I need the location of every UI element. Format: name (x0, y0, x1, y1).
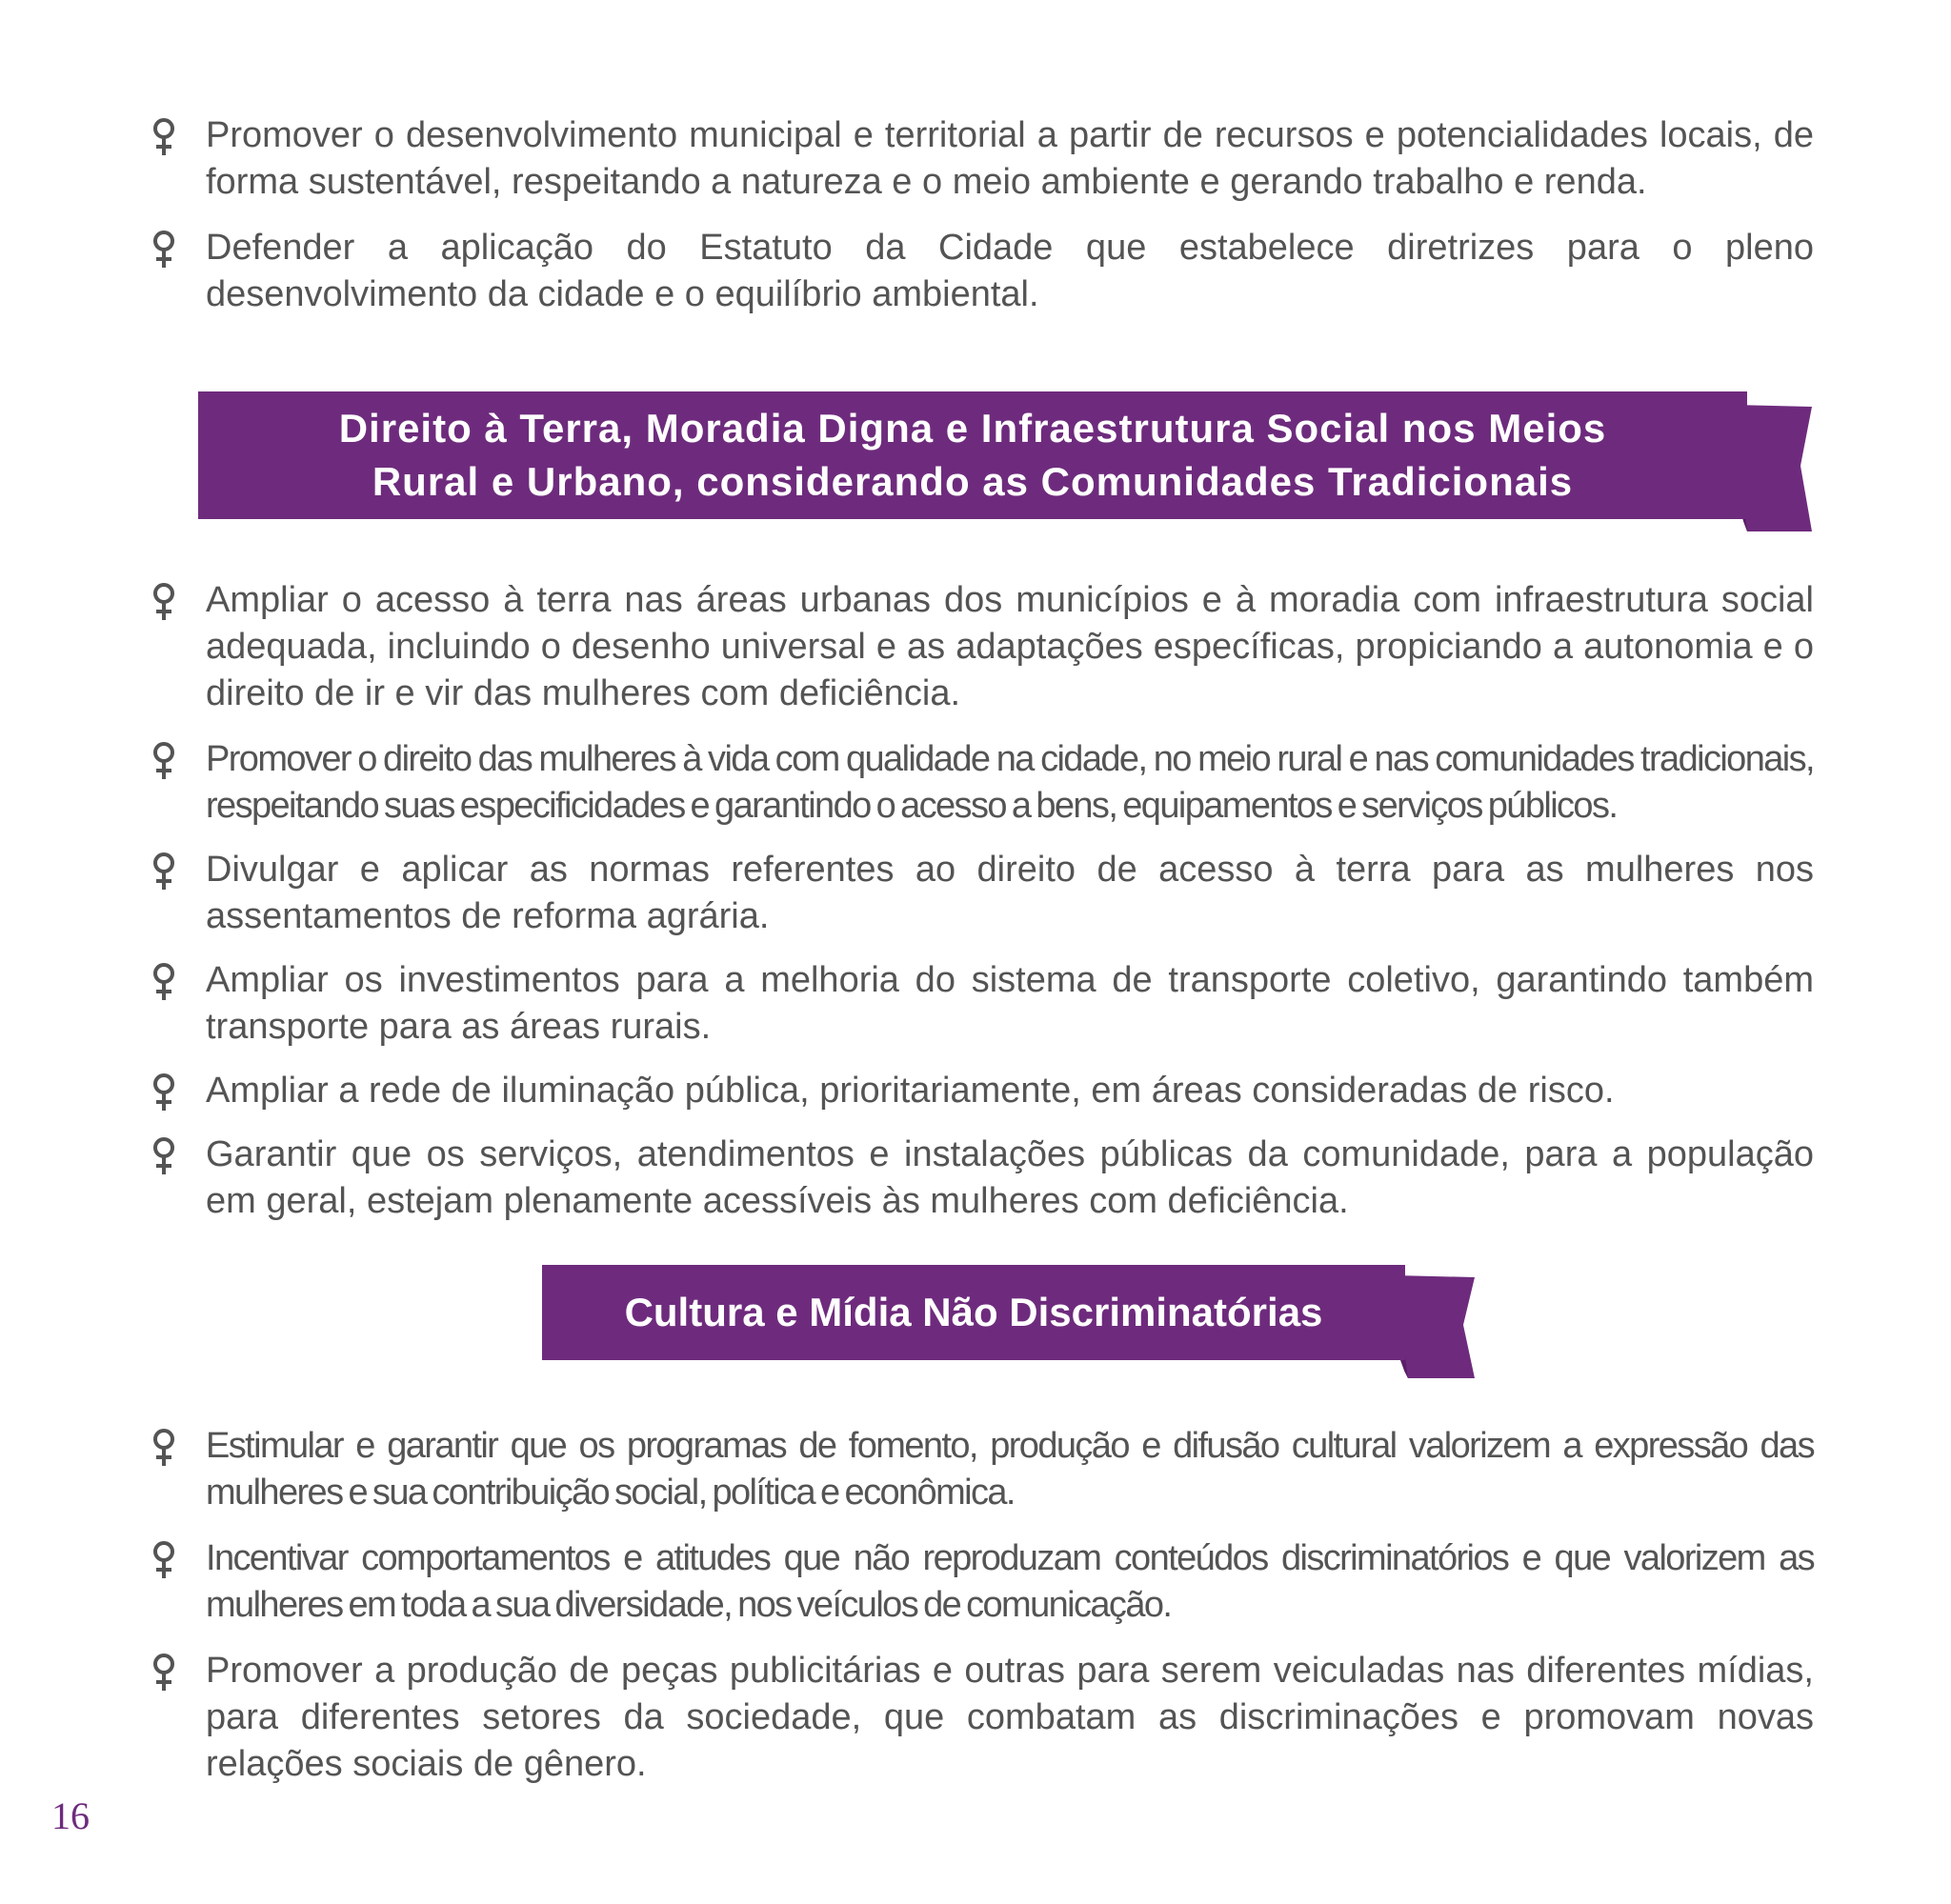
list-item (145, 112, 1814, 206)
list-item (145, 847, 1814, 940)
female-sign-icon (145, 1427, 183, 1467)
section-heading: Cultura e Mídia Não Discriminatórias (624, 1290, 1323, 1334)
list-item-text: Ampliar a rede de iluminação pública, prioritariamente, em áreas consideradas de risco. (206, 1071, 1615, 1111)
section-heading-banner (542, 1265, 1405, 1360)
housing-list (145, 577, 1814, 1225)
list-item-text: Promover o direito das mulheres à vida com qualidade na cidade, no meio rural e nas comunidades tradicionais, respeitando suas especificidades e garantindo o acesso a bens, equipamentos e serviços públicos. (206, 739, 1814, 826)
ribbon-tail (1395, 1275, 1475, 1380)
list-item (145, 957, 1814, 1051)
section-heading-line: Rural e Urbano, considerando as Comunidades Tradicionais (372, 459, 1574, 504)
female-sign-icon (145, 851, 183, 891)
list-item-text: Garantir que os serviços, atendimentos e instalações públicas da comunidade, para a população em geral, estejam plenamente acessíveis às mulheres com deficiência. (206, 1134, 1814, 1221)
female-sign-icon (145, 229, 183, 269)
female-sign-icon (145, 1539, 183, 1579)
list-item-text: Ampliar o acesso à terra nas áreas urbanas dos municípios e à moradia com infraestrutura social adequada, incluindo o desenho universal e as adaptações específicas, propiciando a autonomia e o direito de ir e vir das mulheres com deficiência. (206, 580, 1814, 713)
section-heading-banner (198, 391, 1747, 519)
list-item-text: Defender a aplicação do Estatuto da Cidade que estabelece diretrizes para o pleno desenvolvimento da cidade e o equilíbrio ambiental. (206, 228, 1814, 314)
female-sign-icon (145, 740, 183, 780)
female-sign-icon (145, 961, 183, 1001)
section-heading-line: Direito à Terra, Moradia Digna e Infraestrutura Social nos Meios (338, 406, 1607, 451)
list-item (145, 1132, 1814, 1225)
list-item (145, 736, 1814, 830)
list-item-text: Ampliar os investimentos para a melhoria do sistema de transporte coletivo, garantindo também transporte para as áreas rurais. (206, 960, 1814, 1047)
list-item-text: Promover o desenvolvimento municipal e territorial a partir de recursos e potencialidades locais, de forma sustentável, respeitando a natureza e o meio ambiente e gerando trabalho e renda. (206, 115, 1814, 202)
list-item-text: Estimular e garantir que os programas de fomento, produção e difusão cultural valorizem a expressão das mulheres e sua contribuição social, política e econômica. (206, 1426, 1814, 1513)
list-item-text: Divulgar e aplicar as normas referentes ao direito de acesso à terra para as mulheres nos assentamentos de reforma agrária. (206, 850, 1814, 936)
female-sign-icon (145, 1072, 183, 1112)
culture-list (145, 1423, 1814, 1788)
list-item (145, 225, 1814, 318)
female-sign-icon (145, 1135, 183, 1175)
female-sign-icon (145, 1652, 183, 1692)
page-number: 16 (51, 1794, 90, 1837)
list-item (145, 1648, 1814, 1788)
intro-list (145, 112, 1814, 318)
list-item-text: Promover a produção de peças publicitárias e outras para serem veiculadas nas diferentes mídias, para diferentes setores da sociedade, que combatam as discriminações e promovam novas relações sociais de gênero. (206, 1651, 1814, 1784)
list-item-text: Incentivar comportamentos e atitudes que não reproduzam conteúdos discriminatórios e que valorizem as mulheres em toda a sua diversidade, nos veículos de comunicação. (206, 1538, 1814, 1625)
list-item (145, 1068, 1814, 1114)
female-sign-icon (145, 581, 183, 621)
list-item (145, 1535, 1814, 1629)
female-sign-icon (145, 116, 183, 156)
list-item (145, 1423, 1814, 1516)
list-item (145, 577, 1814, 717)
